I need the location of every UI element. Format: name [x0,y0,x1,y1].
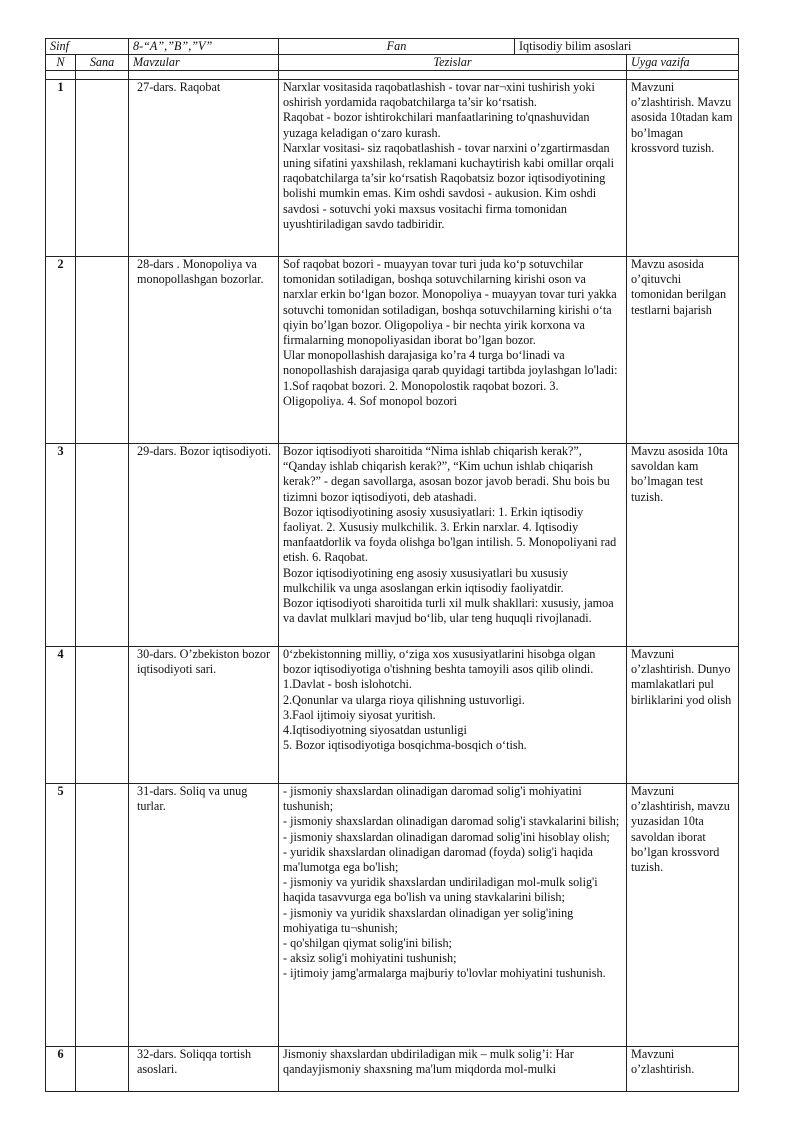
row-topic: 28-dars . Monopoliya va monopollashgan bozorlar. [129,257,279,444]
row-date [76,257,129,444]
row-date [76,80,129,257]
thesis-paragraph: Bozor iqtisodiyoti sharoitida turli xil mulk shakllari: xususiy, jamoa va davlat mulklari mavjud bo‘lib, ular teng huquqli rivojlanadi. [283,596,614,626]
thesis-paragraph: Bozor iqtisodiyotining eng asosiy xususiyatlari bu xususiy mulkchilik va unga asoslangan erkin iqtisodiy faoliyatdir. [283,565,569,595]
thesis-paragraph: - jismoniy shaxslardan olinadigan daromad solig'i stavkalarini bilish; [283,814,620,829]
thesis-paragraph: - ijtimoiy jamg'armalarga majburiy to'lovlar mohiyatini tushunish. [283,966,606,981]
row-homework: Mavzuni o’zlashtirish, mavzu yuzasidan 10ta savoldan iborat bo’lgan krossvord tuzish. [627,784,739,1047]
thesis-paragraph: Sof raqobat bozori - muayyan tovar turi juda ko‘p sotuvchilar tomonidan sotiladigan, boshqa sotuvchilarning kirishi oson va narxlar erkin bo‘lgan bozor. Monopoliya - muayyan tovar turi yakka sotuvchi tomonidan sotiladigan, boshqa sotuvchilarning kirishi o‘ta qiyin bo’lgan bozor. Oligopoliya - bir nechta yirik korxona va firmalarning monopoliyasidan iborat bo’lgan bozor. [283,257,617,348]
thesis-paragraph: Ular monopollashish darajasiga ko’ra 4 turga bo‘linadi va nonopollashish darajasiga qarab quyidagi tartibda joylashgan lo'ladi: [283,348,618,378]
thesis-paragraph: 3.Faol ijtimoiy siyosat yuritish. [283,707,436,722]
thesis-paragraph: - jismoniy va yuridik shaxslardan olinadigan yer solig'ining mohiyatiga tu¬shunish; [283,905,574,935]
row-date [76,444,129,647]
sinf-label: Sinf [46,39,129,55]
thesis-paragraph: - jismoniy shaxslardan olinadigan daromad solig'i mohiyatini tushunish; [283,784,582,814]
row-homework: Mavzu asosida o’qituvchi tomonidan berilgan testlarni bajarish [627,257,739,444]
row-number: 6 [46,1047,76,1092]
row-theses [279,1047,627,1092]
thesis-paragraph: 1.Davlat - bosh islohotchi. [283,677,412,692]
row-theses [279,784,627,1047]
thesis-paragraph: 2.Qonunlar va ularga rioya qilishning ustuvorligi. [283,692,525,707]
thesis-paragraph: 0‘zbekistonning milliy, o‘ziga xos xususiyatlarini hisobga olgan bozor iqtisodiyotiga o'tishning beshta tamoyili asos qilib olindi. [283,647,596,677]
table-row [46,1047,739,1092]
thesis-paragraph: - qo'shilgan qiymat solig'ini bilish; [283,936,452,951]
table-row [46,257,739,444]
header-row-columns [46,55,739,71]
thesis-paragraph: Narxlar vositasida raqobatlashish - tovar nar¬xini tushirish yoki oshirish yordamida raqobatchilarga ta’sir ko‘rsatish. [283,80,595,110]
row-homework: Mavzuni o’zlashtirish. [627,1047,739,1092]
row-homework: Mavzuni o’zlashtirish. Dunyo mamlakatlari pul birliklarini yod olish [627,647,739,784]
header-row-subject [46,39,739,55]
thesis-paragraph: 1.Sof raqobat bozori. 2. Monopolostik raqobat bozori. 3. Oligopoliya. 4. Sof monopol bozori [283,378,559,408]
table-row [46,647,739,784]
row-number: 5 [46,784,76,1047]
col-uyga-header: Uyga vazifa [627,55,739,71]
thesis-paragraph: - yuridik shaxslardan olinadigan daromad (foyda) solig'i haqida ma'lumotga ega bo'lish; [283,844,593,875]
table-row [46,784,739,1047]
spacer-row [46,71,739,80]
col-mavzular-header: Mavzular [129,55,279,71]
row-topic: 27-dars. Raqobat [129,80,279,257]
col-n-header: N [46,55,76,71]
lesson-rows [46,80,739,1092]
row-number: 3 [46,444,76,647]
thesis-paragraph: - aksiz solig'i mohiyatini tushunish; [283,951,457,966]
thesis-paragraph: 4.Iqtisodiyotning siyosatdan ustunligi [283,723,467,738]
thesis-paragraph: Narxlar vositasi- siz raqobatlashish - tovar narxini o’zgartirmasdan uning sifatini yaxshilash, reklamani kuchaytirish kabi omillar orqali raqobatchilarga ta’sir ko‘rsatish Raqobatsiz bozor iqtisodiyotining bolishi mumkin emas. Kim oshdi savdosi - aukusion. Kim oshdi savdosi - sotuvchi yoki maxsus vositachi firma tomonidan uyushtiriladigan savdo tadbiridir. [283,140,615,231]
row-date [76,647,129,784]
thesis-paragraph: 5. Bozor iqtisodiyotiga bosqichma-bosqich o‘tish. [283,738,527,753]
row-theses [279,80,627,257]
row-number: 4 [46,647,76,784]
thesis-paragraph: Bozor iqtisodiyotining asosiy xususiyatlari: 1. Erkin iqtisodiy faoliyat. 2. Xususiy mulkchilik. 3. Erkin narxlar. 4. Iqtisodiy manfaatdorlik va foyda olishga bo'lgan intilish. 5. Monopoliyani rad etish. 6. Raqobat. [283,504,617,565]
fan-label: Fan [279,39,515,55]
thesis-paragraph: - jismoniy shaxslardan olinadigan daromad solig'ini hisoblay olish; [283,829,610,844]
row-theses [279,647,627,784]
row-topic: 31-dars. Soliq va unug turlar. [129,784,279,1047]
fan-value: Iqtisodiy bilim asoslari [515,39,739,55]
col-tezislar-header: Tezislar [279,55,627,71]
lesson-plan-page [45,38,738,1092]
row-theses [279,444,627,647]
row-number: 2 [46,257,76,444]
row-date [76,1047,129,1092]
sinf-value: 8-“A”,”B”,”V” [129,39,279,55]
row-homework: Mavzu asosida 10ta savoldan kam bo’lmagan test tuzish. [627,444,739,647]
row-number: 1 [46,80,76,257]
row-topic: 30-dars. O’zbekiston bozor iqtisodiyoti sari. [129,647,279,784]
thesis-paragraph: Raqobat - bozor ishtirokchilari manfaatlarining to'qnashuvidan yuzaga keladigan o‘zaro kurash. [283,110,590,140]
row-theses [279,257,627,444]
row-date [76,784,129,1047]
thesis-paragraph: Jismoniy shaxslardan ubdiriladigan mik – mulk solig’i: Har qandayjismoniy shaxsning ma'lum miqdorda mol-mulki [283,1047,574,1077]
thesis-paragraph: Bozor iqtisodiyoti sharoitida “Nima ishlab chiqarish kerak?”, “Qanday ishlab chiqarish kerak?”, “Kim uchun ishlab chiqarish kerak?” - degan savollarga, asosan bozor javob beradi. Shu bois bu tizimni bozor iqtisodiyoti, deb atashadi. [283,444,610,504]
row-homework: Mavzuni o’zlashtirish. Mavzu asosida 10tadan kam bo’lmagan krossvord tuzish. [627,80,739,257]
row-topic: 29-dars. Bozor iqtisodiyoti. [129,444,279,647]
lesson-plan-table [45,38,739,1092]
thesis-paragraph: - jismoniy va yuridik shaxslardan undiriladigan mol-mulk solig'i haqida tasavvurga ega bo'lish va uning stavkalarini bilish; [283,875,598,905]
table-row [46,444,739,647]
table-row [46,80,739,257]
row-topic: 32-dars. Soliqqa tortish asoslari. [129,1047,279,1092]
col-sana-header: Sana [76,55,129,71]
